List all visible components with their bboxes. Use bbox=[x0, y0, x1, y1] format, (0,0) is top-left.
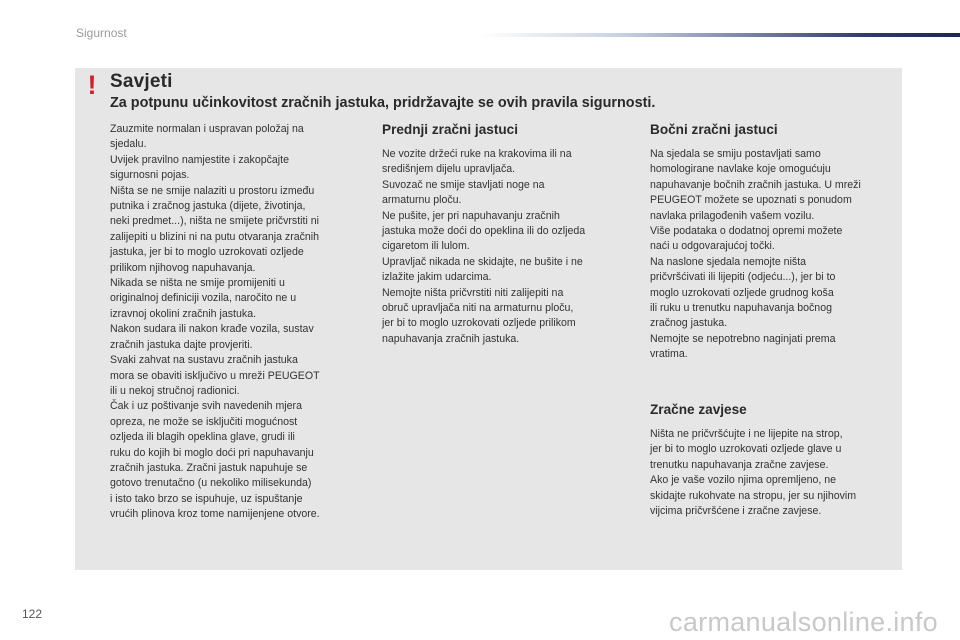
text-line: putnika i zračnog jastuka (dijete, životinja, bbox=[110, 200, 306, 213]
text-line: Upravljač nikada ne skidajte, ne bušite i ne bbox=[382, 255, 583, 268]
section-label: Sigurnost bbox=[76, 26, 127, 40]
text-line: Svaki zahvat na sustavu zračnih jastuka bbox=[110, 354, 298, 367]
text-line: skidajte rukohvate na stropu, jer su njihovim bbox=[650, 489, 857, 502]
text-line: obruč upravljača niti na armaturnu ploču, bbox=[382, 302, 574, 315]
text-line: zračnog jastuka. bbox=[650, 317, 728, 330]
text-line: ili ruku u trenutku napuhavanja bočnog bbox=[650, 302, 832, 315]
text-line: originalnoj definiciji vozila, naročito ne u bbox=[110, 292, 297, 305]
text-line: i isto tako brzo se ispuhuje, uz ispuštanje bbox=[110, 492, 303, 505]
text-line: ruku do kojih bi moglo doći pri napuhavanju bbox=[110, 446, 314, 459]
watermark: carmanualsonline.info bbox=[669, 607, 938, 637]
text-line: napuhavanja zračnih jastuka. bbox=[382, 332, 520, 345]
text-line: zalijepiti u blizini ni na putu otvaranja zračnih bbox=[110, 230, 320, 243]
text-line: Ne vozite držeći ruke na krakovima ili na bbox=[382, 148, 572, 160]
text-line: vratima. bbox=[650, 348, 688, 361]
text-line: armaturnu ploču. bbox=[382, 194, 462, 207]
text-line: jer bi to moglo uzrokovati ozljede prilikom bbox=[382, 317, 576, 330]
text-line: cigaretom ili lulom. bbox=[382, 240, 470, 253]
text-line: Ne pušite, jer pri napuhavanju zračnih bbox=[382, 209, 560, 222]
text-line: vrućih plinova kroz tome namijenjene otvore. bbox=[110, 508, 320, 521]
front-airbags-heading: Prednji zračni jastuci bbox=[382, 122, 518, 137]
text-line: mora se obaviti isključivo u mreži PEUGEOT bbox=[110, 369, 320, 382]
header-gradient-bar bbox=[480, 33, 960, 37]
general-rules-text bbox=[110, 122, 360, 523]
side-airbags-column bbox=[650, 121, 900, 363]
text-line: središnjem dijelu upravljača. bbox=[382, 163, 516, 176]
text-line: Ništa ne pričvršćujte i ne lijepite na strop, bbox=[650, 428, 843, 440]
text-line: trenutku napuhavanja zračne zavjese. bbox=[650, 458, 829, 471]
text-line: zračnih jastuka dajte provjeriti. bbox=[110, 338, 253, 351]
front-airbags-text bbox=[382, 147, 632, 347]
text-line: sigurnosni pojas. bbox=[110, 169, 190, 182]
text-line: navlaka prilagođenih vašem vozilu. bbox=[650, 209, 815, 222]
text-line: prilikom njihovog napuhavanja. bbox=[110, 261, 256, 274]
text-line: neki predmet...), ništa ne smijete pričvrstiti ni bbox=[110, 215, 320, 228]
text-line: Čak i uz poštivanje svih navedenih mjera bbox=[110, 400, 302, 413]
text-line: ozljeda ili blagih opeklina glave, grudi ili bbox=[110, 431, 295, 444]
text-line: Ništa se ne smije nalaziti u prostoru između bbox=[110, 184, 315, 197]
text-line: pričvršćivati ili lijepiti (odjeću...), jer bi to bbox=[650, 271, 836, 284]
text-line: Više podataka o dodatnoj opremi možete bbox=[650, 225, 843, 238]
front-airbags-column bbox=[382, 121, 632, 347]
text-line: izlažite jakim udarcima. bbox=[382, 271, 492, 284]
text-line: jastuka može doći do opeklina ili do ozljeda bbox=[382, 225, 586, 238]
curtain-airbags-text bbox=[650, 427, 900, 519]
text-line: homologirane navlake koje omogućuju bbox=[650, 163, 831, 176]
text-line: Zauzmite normalan i uspravan položaj na bbox=[110, 123, 304, 135]
text-line: Uvijek pravilno namjestite i zakopčajte bbox=[110, 153, 289, 166]
general-rules-column bbox=[110, 122, 360, 523]
text-line: sjedalu. bbox=[110, 138, 147, 151]
text-line: moglo uzrokovati ozljede grudnog koša bbox=[650, 286, 834, 299]
text-line: PEUGEOT možete se upoznati s ponudom bbox=[650, 194, 852, 207]
page-number: 122 bbox=[22, 607, 43, 621]
side-airbags-heading: Bočni zračni jastuci bbox=[650, 122, 778, 137]
text-line: Na sjedala se smiju postavljati samo bbox=[650, 148, 821, 160]
text-line: Na naslone sjedala nemojte ništa bbox=[650, 255, 807, 268]
text-line: ili u nekoj stručnoj radionici. bbox=[110, 384, 240, 397]
text-line: Ako je vaše vozilo njima opremljeno, ne bbox=[650, 474, 837, 487]
text-line: zračnih jastuka. Zračni jastuk napuhuje se bbox=[110, 461, 308, 474]
text-line: Nemojte se nepotrebno naginjati prema bbox=[650, 332, 836, 345]
curtain-airbags-column bbox=[650, 401, 900, 519]
text-line: Suvozač ne smije stavljati noge na bbox=[382, 178, 545, 191]
panel-subtitle: Za potpunu učinkovitost zračnih jastuka, pridržavajte se ovih pravila sigurnosti. bbox=[110, 95, 656, 111]
text-line: izravnoj okolini zračnih jastuka. bbox=[110, 307, 257, 320]
text-line: naći u odgovarajućoj točki. bbox=[650, 240, 775, 253]
text-line: vijcima pričvršćene i zračne zavjese. bbox=[650, 505, 822, 518]
text-line: opreza, ne može se isključiti mogućnost bbox=[110, 415, 298, 428]
text-line: jer bi to moglo uzrokovati ozljede glave u bbox=[650, 443, 842, 456]
panel-title: Savjeti bbox=[110, 71, 173, 92]
text-line: napuhavanje bočnih zračnih jastuka. U mreži bbox=[650, 178, 861, 191]
text-line: Nemojte ništa pričvrstiti niti zalijepiti na bbox=[382, 286, 564, 299]
text-line: gotovo trenutačno (u nekoliko milisekunda) bbox=[110, 477, 312, 490]
text-line: Nakon sudara ili nakon krađe vozila, sustav bbox=[110, 323, 314, 336]
side-airbags-text bbox=[650, 147, 900, 363]
text-line: Nikada se ništa ne smije promijeniti u bbox=[110, 277, 285, 290]
text-line: jastuka, jer bi to moglo uzrokovati ozljede bbox=[110, 246, 304, 259]
curtain-airbags-heading: Zračne zavjese bbox=[650, 402, 747, 417]
exclamation-icon: ! bbox=[87, 70, 97, 100]
